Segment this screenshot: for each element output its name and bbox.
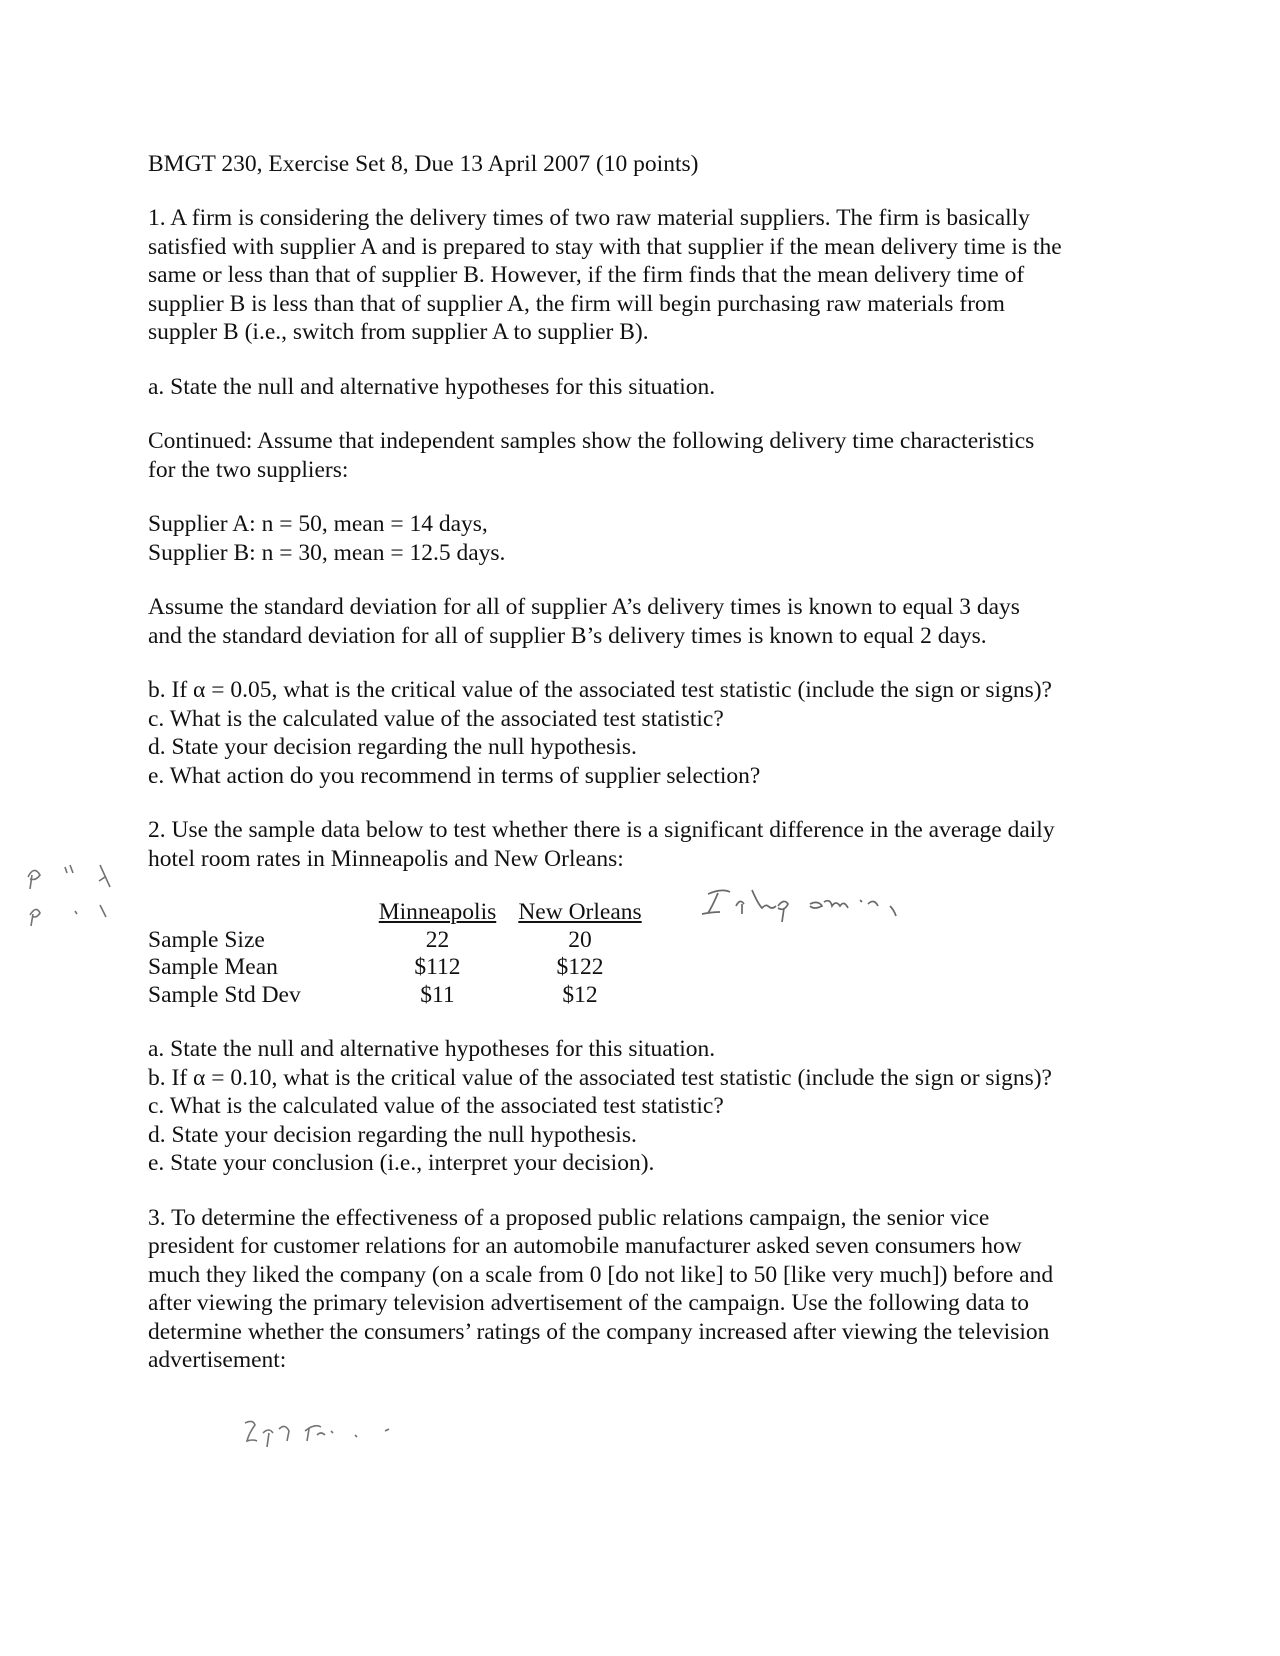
handwriting-marks-q2 (700, 880, 960, 930)
table-row (148, 954, 668, 982)
table-row (148, 927, 668, 955)
q2-part-a: a. State the null and alternative hypotheses for this situation. (148, 1036, 716, 1062)
q1-part-c: c. What is the calculated value of the associated test statistic? (148, 705, 724, 732)
cell-minneapolis: 22 (425, 926, 450, 953)
q3-intro-line: much they liked the company (on a scale from 0 [do not like] to 50 [like very much]) before and (148, 1261, 1054, 1288)
row-label: Sample Size (148, 926, 265, 953)
q1-assume-line: Assume the standard deviation for all of supplier A’s delivery times is known to equal 3 days (148, 594, 1020, 620)
q2-intro-line: hotel room rates in Minneapolis and New Orleans: (148, 845, 624, 872)
q1-sample-a: Supplier A: n = 50, mean = 14 days, (148, 511, 488, 537)
handwriting-marks-q3 (235, 1415, 435, 1455)
page-title: BMGT 230, Exercise Set 8, Due 13 April 2007 (10 points) (148, 151, 699, 177)
question-2 (148, 816, 1138, 1178)
q3-intro-line: after viewing the primary television advertisement of the campaign. Use the following data to (148, 1290, 1029, 1316)
table-row (148, 982, 668, 1010)
q2-part-c: c. What is the calculated value of the associated test statistic? (148, 1093, 724, 1119)
q1-intro-line: supplier B is less than that of supplier A, the firm will begin purchasing raw materials from (148, 290, 1005, 317)
q1-intro-line: satisfied with supplier A and is prepared to stay with that supplier if the mean delivery time is the (148, 233, 1062, 260)
q2-intro-line: 2. Use the sample data below to test whether there is a significant difference in the average daily (148, 817, 1055, 843)
q2-part-b: b. If α = 0.10, what is the critical value of the associated test statistic (include the sign or signs)? (148, 1064, 1052, 1091)
q1-parts (148, 676, 1138, 790)
q3-intro-line: advertisement: (148, 1347, 287, 1373)
row-label: Sample Std Dev (148, 981, 301, 1008)
cell-new-orleans: $122 (556, 954, 604, 980)
cell-new-orleans: $12 (562, 981, 598, 1008)
cell-minneapolis: $11 (420, 981, 455, 1008)
q1-continued-line: Continued: Assume that independent samples show the following delivery time characteristics (148, 428, 1035, 454)
cell-minneapolis: $112 (414, 954, 461, 980)
q1-part-b: b. If α = 0.05, what is the critical value of the associated test statistic (include the sign or signs)? (148, 677, 1052, 703)
q1-part-a: a. State the null and alternative hypotheses for this situation. (148, 373, 716, 400)
q2-parts (148, 1035, 1138, 1178)
table-header-new-orleans: New Orleans (518, 899, 642, 925)
q2-part-e: e. State your conclusion (i.e., interpret your decision). (148, 1150, 655, 1176)
cell-new-orleans: 20 (568, 926, 592, 953)
q3-intro-line: 3. To determine the effectiveness of a proposed public relations campaign, the senior vice (148, 1204, 990, 1231)
handwriting-marks-margin (20, 855, 140, 935)
row-label: Sample Mean (148, 954, 278, 980)
question-1 (148, 204, 1138, 790)
table-header-row (148, 899, 668, 927)
worksheet-page (148, 150, 1138, 1375)
q1-assume-line: and the standard deviation for all of supplier B’s delivery times is known to equal 2 days. (148, 622, 987, 649)
hotel-rates-table (148, 899, 668, 1009)
q1-continued-line: for the two suppliers: (148, 456, 349, 483)
q2-part-d: d. State your decision regarding the null hypothesis. (148, 1121, 637, 1148)
q1-intro-line: 1. A firm is considering the delivery times of two raw material suppliers. The firm is basically (148, 205, 1030, 231)
q3-intro-line: president for customer relations for an automobile manufacturer asked seven consumers how (148, 1233, 1022, 1259)
question-3 (148, 1204, 1138, 1375)
q1-intro-line: suppler B (i.e., switch from supplier A to supplier B). (148, 319, 649, 345)
q1-sample-b: Supplier B: n = 30, mean = 12.5 days. (148, 539, 506, 566)
q1-intro-line: same or less than that of supplier B. However, if the firm finds that the mean delivery time of (148, 262, 1025, 288)
q1-part-e: e. What action do you recommend in terms of supplier selection? (148, 762, 761, 789)
q3-intro-line: determine whether the consumers’ ratings of the company increased after viewing the television (148, 1318, 1050, 1345)
q1-part-d: d. State your decision regarding the null hypothesis. (148, 734, 637, 760)
table-header-minneapolis: Minneapolis (378, 899, 497, 925)
